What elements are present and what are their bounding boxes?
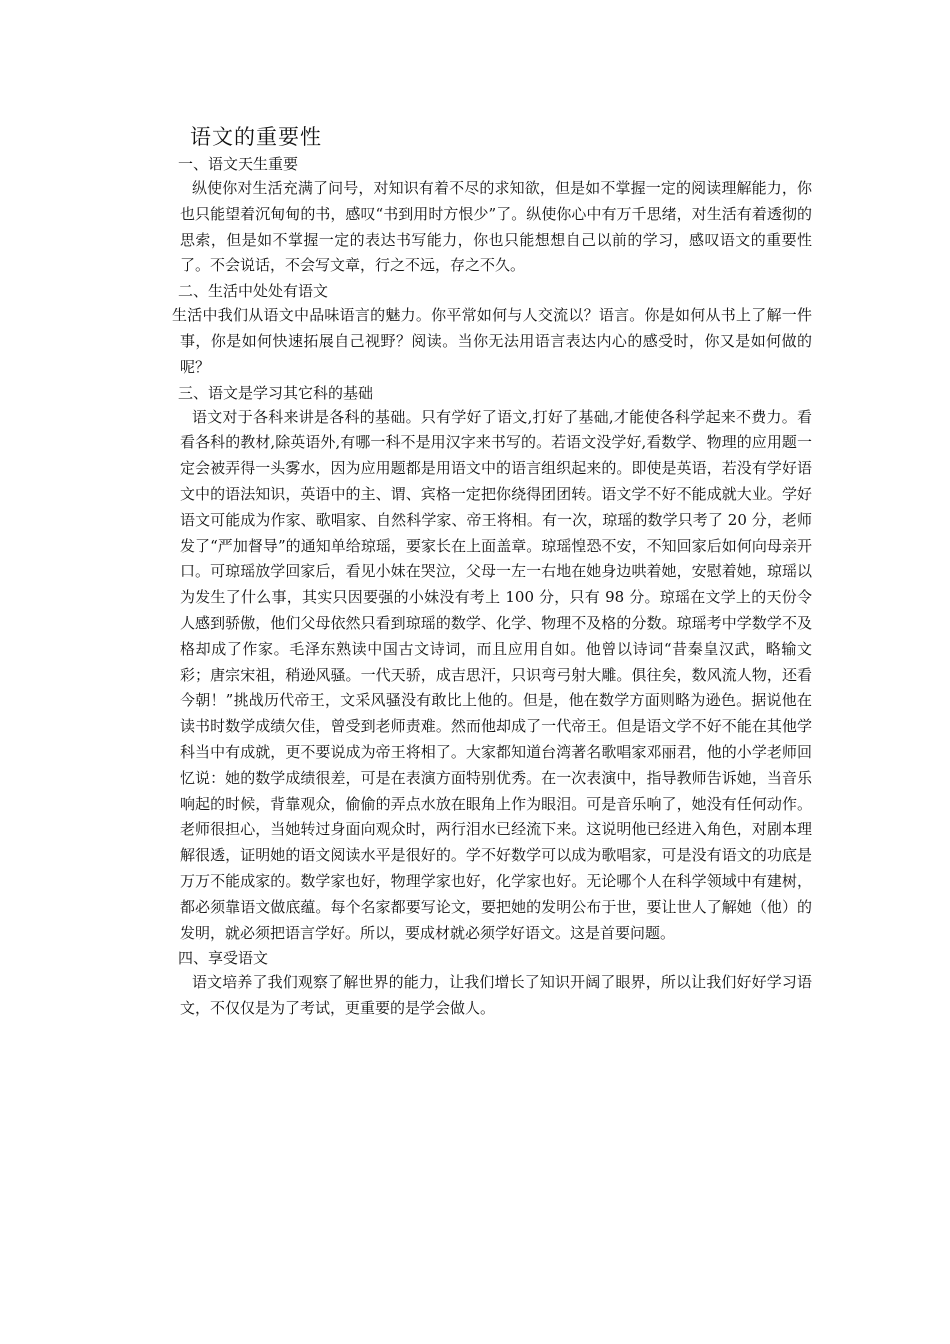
section-2 (172, 279, 812, 380)
section-4 (172, 946, 812, 1022)
section-paragraph: 纵使你对生活充满了问号，对知识有着不尽的求知欲，但是如不掌握一定的阅读理解能力，你也只能望着沉甸甸的书，感叹“书到用时方恨少”了。纵使你心中有万千思绪，对生活有着透彻的思索，但是如不掌握一定的表达书写能力，你也只能想想自己以前的学习，感叹语文的重要性了。不会说话，不会写文章，行之不远，存之不久。 (180, 179, 812, 275)
section-heading: 二、生活中处处有语文 (178, 282, 329, 301)
document-content (172, 122, 812, 1022)
section-paragraph: 语文培养了我们观察了解世界的能力，让我们增长了知识开阔了眼界，所以让我们好好学习语文，不仅仅是为了考试，更重要的是学会做人。 (180, 973, 812, 1018)
section-heading: 三、语文是学习其它科的基础 (178, 383, 374, 402)
section-3 (172, 381, 812, 947)
section-heading: 四、享受语文 (178, 949, 269, 968)
section-heading: 一、语文天生重要 (178, 155, 299, 173)
section-paragraph: 语文对于各科来讲是各科的基础。只有学好了语文,打好了基础,才能使各科学起来不费力。看看各科的教材,除英语外,有哪一科不是用汉字来书写的。若语文没学好,看数学、物理的应用题一定会被弄得一头雾水，因为应用题都是用语文中的语言组织起来的。即使是英语，若没有学好语文中的语法知识，英语中的主、谓、宾格一定把你绕得团团转。语文学不好不能成就大业。学好语文可能成为作家、歌唱家、自然科学家、帝王将相。有一次，琼瑶的数学只考了 20 分，老师发了“严加督导”的通知单给琼瑶，要家长在上面盖章。琼瑶惶恐不安，不知回家后如何向母亲开口。可琼瑶放学回家后，看见小妹在哭泣，父母一左一右地在她身边哄着她，安慰着她，琼瑶以为发生了什么事，其实只因要强的小妹没有考上 100 分，只有 98 分。琼瑶在文学上的天份令人感到骄傲，他们父母依然只看到琼瑶的数学、化学、物理不及格的分数。琼瑶考中学数学不及格却成了作家。毛泽东熟读中国古文诗词，而且应用自如。他曾以诗词“昔秦皇汉武，略输文彩；唐宗宋祖，稍逊风骚。一代天骄，成吉思汗，只识弯弓射大雕。俱往矣，数风流人物，还看今朝！”挑战历代帝王，文采风骚没有敢比上他的。但是，他在数学方面则略为逊色。据说他在读书时数学成绩欠佳，曾受到老师责难。然而他却成了一代帝王。但是语文学不好不能在其他学科当中有成就，更不要说成为帝王将相了。大家都知道台湾著名歌唱家邓丽君，他的小学老师回忆说：她的数学成绩很差，可是在表演方面特别优秀。在一次表演中，指导教师告诉她，当音乐响起的时候，背靠观众，偷偷的弄点水放在眼角上作为眼泪。可是音乐响了，她没有任何动作。老师很担心，当她转过身面向观众时，两行泪水已经流下来。这说明他已经进入角色，对剧本理解很透，证明她的语文阅读水平是很好的。学不好数学可以成为歌唱家，可是没有语文的功底是万万不能成家的。数学家也好，物理学家也好，化学家也好。无论哪个人在科学领域中有建树，都必须靠语文做底蕴。每个名家都要写论文，要把她的发明公布于世，要让世人了解她（他）的发明，就必须把语言学好。所以，要成材就必须学好语文。这是首要问题。 (180, 407, 812, 942)
document-title: 语文的重要性 (190, 125, 322, 149)
section-1 (172, 152, 812, 279)
section-paragraph: 生活中我们从语文中品味语言的魅力。你平常如何与人交流以？语言。你是如何从书上了解一件事，你是如何快速拓展自己视野？阅读。当你无法用语言表达内心的感受时，你又是如何做的呢？ (172, 306, 812, 376)
